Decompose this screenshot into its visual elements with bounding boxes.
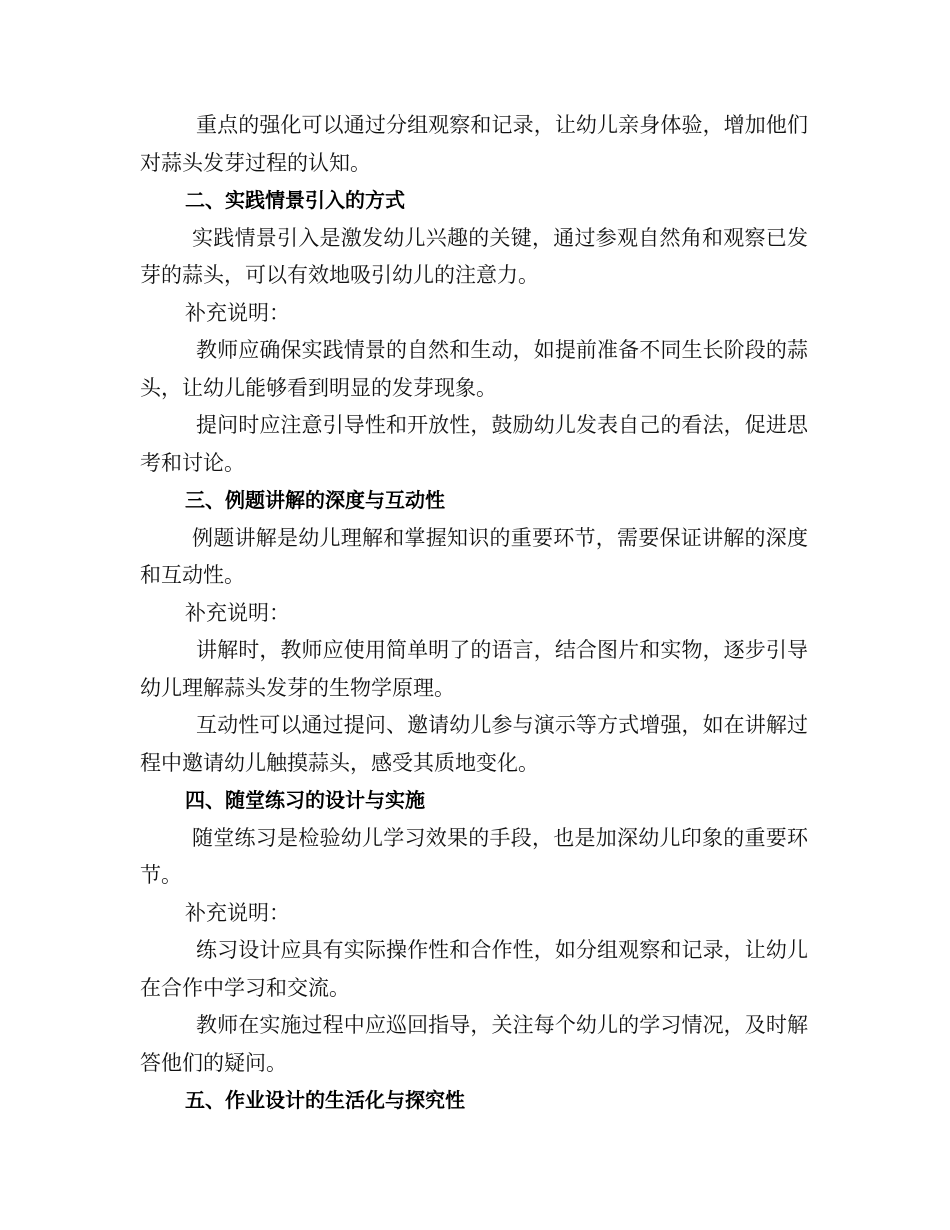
paragraph-scenario-intro: 实践情景引入是激发幼儿兴趣的关键，通过参观自然角和观察已发芽的蒜头，可以有效地吸引幼儿的注意力。 — [140, 225, 808, 287]
supplementary-note-label: 补充说明： — [185, 300, 290, 325]
section-heading-5: 五、作业设计的生活化与探究性 — [185, 1088, 465, 1112]
section-heading-4: 四、随堂练习的设计与实施 — [185, 788, 425, 812]
paragraph-example-note-1: 讲解时，教师应使用简单明了的语言，结合图片和实物，逐步引导幼儿理解蒜头发芽的生物学原理。 — [140, 638, 808, 700]
paragraph-scenario-note-1: 教师应确保实践情景的自然和生动，如提前准备不同生长阶段的蒜头，让幼儿能够看到明显的发芽现象。 — [140, 338, 808, 400]
paragraph-scenario-note-2: 提问时应注意引导性和开放性，鼓励幼儿发表自己的看法，促进思考和讨论。 — [140, 413, 808, 475]
supplementary-note-label: 补充说明： — [185, 600, 290, 625]
section-heading-2: 二、实践情景引入的方式 — [185, 188, 405, 212]
paragraph-practice-note-2: 教师在实施过程中应巡回指导，关注每个幼儿的学习情况，及时解答他们的疑问。 — [140, 1013, 808, 1075]
paragraph-example-explanation: 例题讲解是幼儿理解和掌握知识的重要环节，需要保证讲解的深度和互动性。 — [140, 525, 808, 587]
paragraph-example-note-2: 互动性可以通过提问、邀请幼儿参与演示等方式增强，如在讲解过程中邀请幼儿触摸蒜头，感受其质地变化。 — [140, 713, 808, 775]
paragraph-practice-note-1: 练习设计应具有实际操作性和合作性，如分组观察和记录，让幼儿在合作中学习和交流。 — [140, 938, 808, 1000]
supplementary-note-label: 补充说明： — [185, 900, 290, 925]
document-body — [140, 107, 808, 1120]
section-heading-3: 三、例题讲解的深度与互动性 — [185, 488, 445, 512]
paragraph-key-point-reinforcement: 重点的强化可以通过分组观察和记录，让幼儿亲身体验，增加他们对蒜头发芽过程的认知。 — [140, 113, 808, 175]
paragraph-class-practice: 随堂练习是检验幼儿学习效果的手段，也是加深幼儿印象的重要环节。 — [140, 825, 808, 887]
